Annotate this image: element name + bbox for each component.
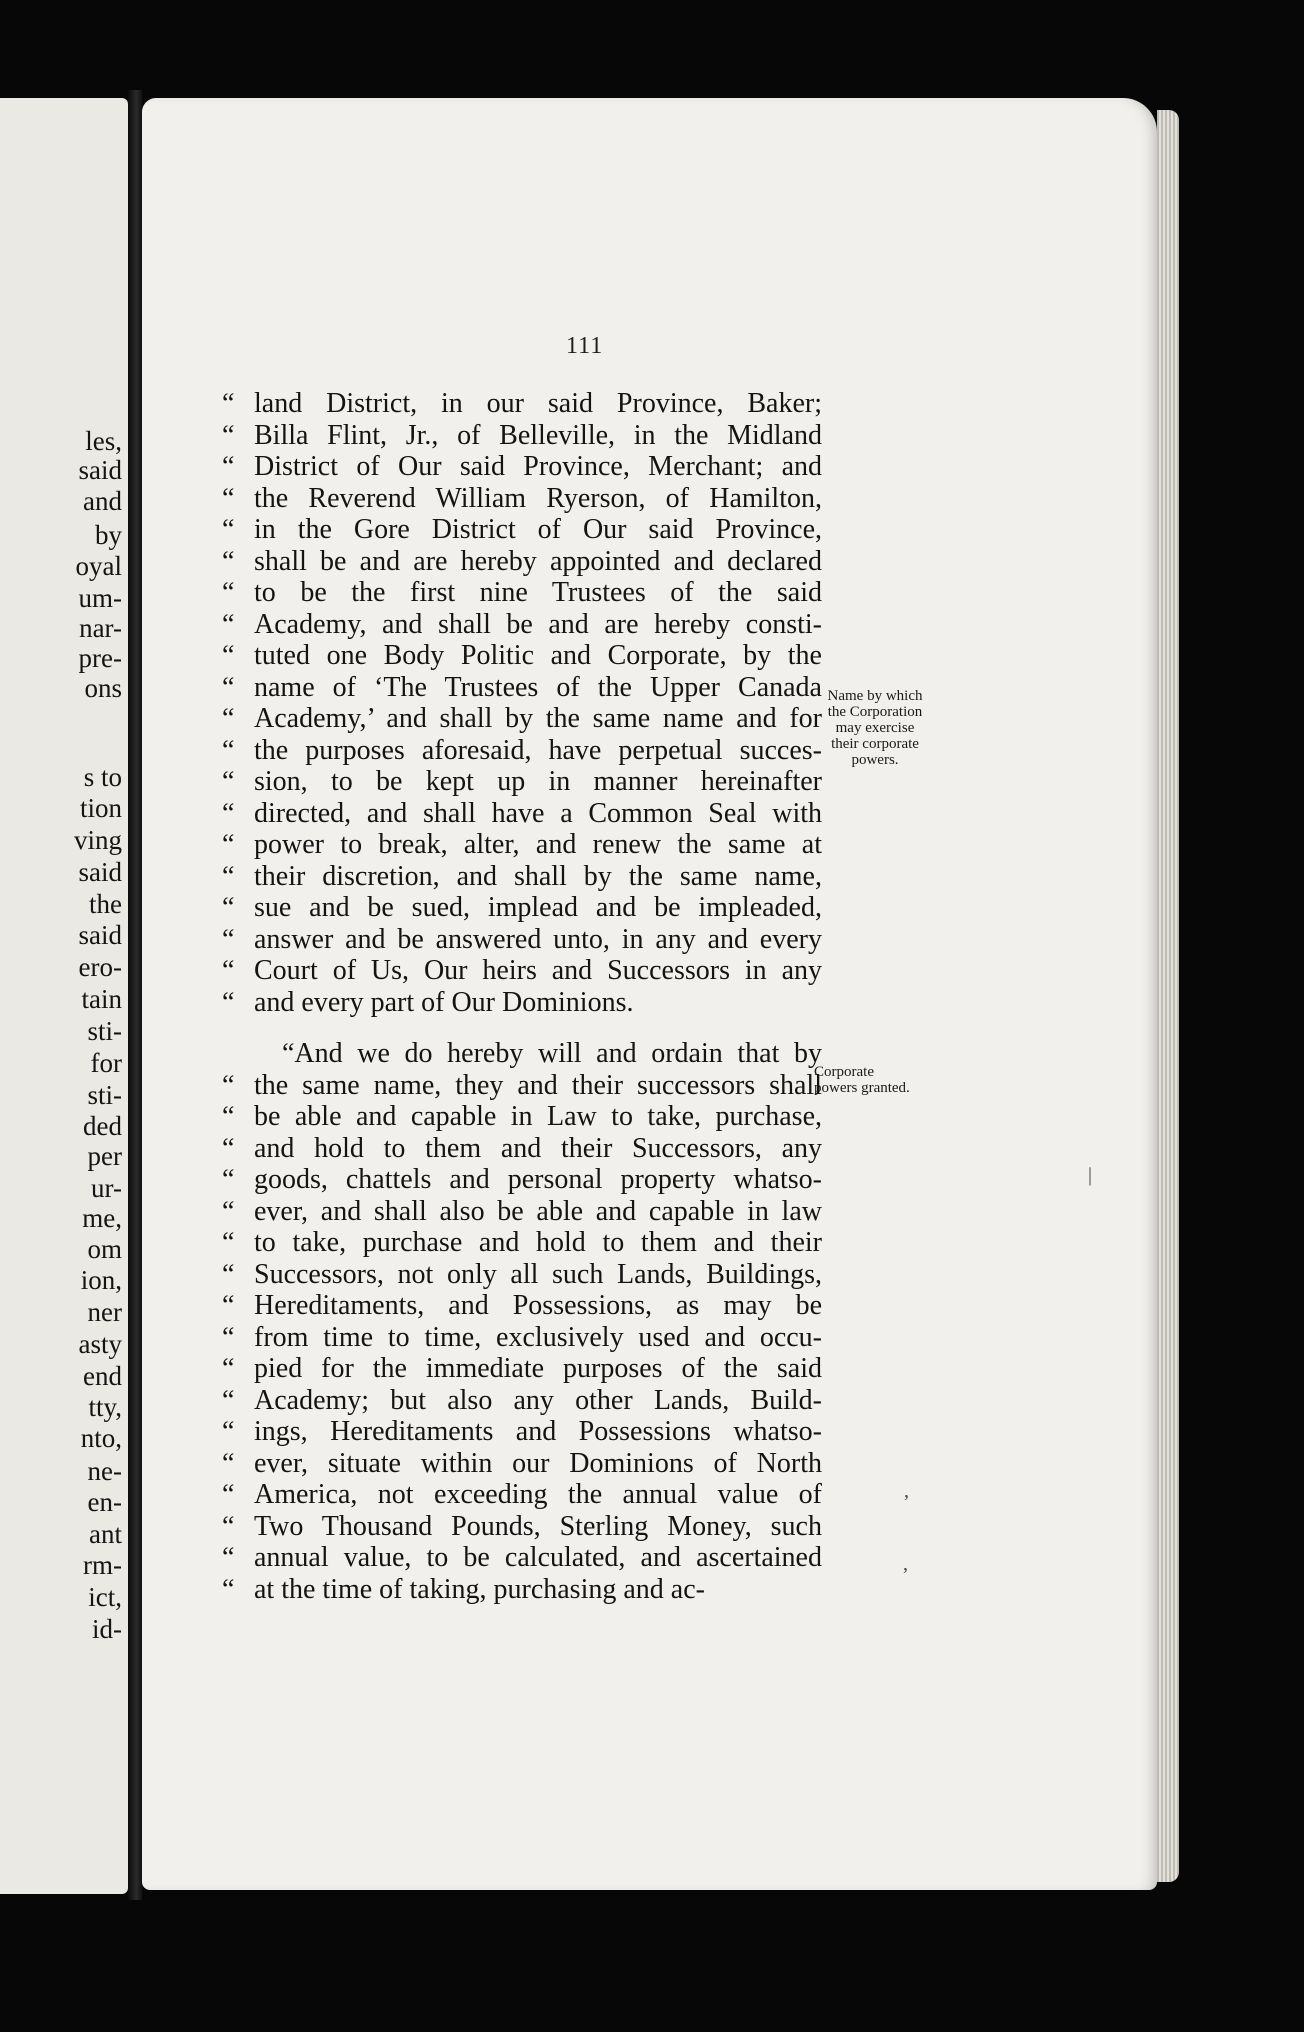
text-line (222, 1070, 822, 1102)
left-page-text: ur- (91, 1173, 122, 1203)
text-line (222, 735, 822, 767)
line-text: from time to time, exclusively used and occu- (254, 1321, 822, 1353)
text-line (222, 829, 822, 861)
left-page-text: en- (87, 1487, 122, 1517)
margin-mark: , (903, 1553, 908, 1575)
left-page-text: ded (83, 1111, 122, 1141)
left-page-text: ero- (78, 952, 122, 982)
quote-mark: “ (222, 1321, 235, 1353)
quote-mark: “ (222, 1384, 235, 1416)
quote-mark: “ (222, 1290, 235, 1321)
text-line (222, 1448, 822, 1480)
line-text: the same name, they and their successors shall (254, 1069, 822, 1101)
quote-mark: “ (222, 1573, 235, 1605)
left-page-text: ne- (87, 1456, 122, 1486)
line-text: to take, purchase and hold to them and their (254, 1227, 822, 1258)
quote-mark: “ (222, 1542, 235, 1573)
text-line (222, 1227, 822, 1259)
quote-mark: “ (222, 671, 235, 703)
text-line (222, 451, 822, 483)
line-text: tuted one Body Politic and Corporate, by the (254, 640, 822, 671)
text-line (222, 1322, 822, 1354)
text-line (222, 955, 822, 987)
quote-mark: “ (222, 514, 235, 545)
text-line (222, 388, 822, 420)
left-page-text: end (83, 1361, 122, 1391)
quote-mark: “ (222, 1227, 235, 1258)
text-line (222, 1196, 822, 1228)
quote-mark: “ (222, 482, 235, 514)
line-text: directed, and shall have a Common Seal with (254, 797, 822, 829)
quote-mark: “ (222, 734, 235, 766)
text-line (222, 1479, 822, 1511)
left-page-text: ict, (88, 1582, 122, 1612)
text-line (222, 892, 822, 924)
text-line (222, 1511, 822, 1543)
line-text: Academy, and shall be and are hereby consti- (254, 608, 822, 640)
left-page-text: oyal (75, 551, 122, 581)
marginal-note-powers: Corporate powers granted. (814, 1064, 910, 1096)
text-line (222, 1164, 822, 1196)
text-line (222, 640, 822, 672)
left-page-text: id- (92, 1614, 122, 1644)
left-page-text: asty (78, 1329, 122, 1359)
quote-mark: “ (222, 1132, 235, 1164)
line-text: ever, situate within our Dominions of North (254, 1447, 822, 1479)
body-text (222, 388, 822, 1605)
left-page-text: ner (87, 1297, 122, 1327)
line-text: “And we do hereby will and ordain that by (282, 1038, 822, 1069)
line-text: and hold to them and their Successors, any (254, 1132, 822, 1164)
page-edge (1157, 110, 1179, 1882)
text-line (222, 609, 822, 641)
quote-mark: “ (222, 1447, 235, 1479)
left-page-text: ving (73, 825, 122, 855)
page-number: 111 (566, 333, 604, 359)
left-page-text: tty, (88, 1392, 122, 1422)
quote-mark: “ (222, 1069, 235, 1101)
left-page-text: said (78, 455, 122, 485)
quote-mark: “ (222, 388, 235, 419)
text-line (222, 703, 822, 735)
left-page-fragment (0, 98, 128, 1894)
quote-mark: “ (222, 640, 235, 671)
left-page-text: the (89, 889, 122, 919)
left-page-text: sti- (87, 1016, 122, 1046)
quote-mark: “ (222, 986, 235, 1018)
quote-mark: “ (222, 860, 235, 892)
line-text: Academy; but also any other Lands, Build- (254, 1384, 822, 1416)
left-page-text: sti- (87, 1080, 122, 1110)
line-text: shall be and are hereby appointed and declared (254, 545, 822, 577)
line-text: District of Our said Province, Merchant; and (254, 451, 822, 482)
line-text: land District, in our said Province, Baker; (254, 388, 822, 419)
text-line (222, 987, 822, 1019)
quote-mark: “ (222, 955, 235, 986)
text-line (222, 546, 822, 578)
quote-mark: “ (222, 577, 235, 608)
left-page-text: um- (78, 583, 122, 613)
text-line (222, 514, 822, 546)
left-page-text: me, (82, 1203, 122, 1233)
left-page-text: for (90, 1048, 122, 1078)
text-line (222, 1353, 822, 1385)
left-page-text: s to (83, 762, 122, 792)
line-text: annual value, to be calculated, and ascertained (254, 1542, 822, 1573)
quote-mark: “ (222, 703, 235, 734)
text-line (222, 1416, 822, 1448)
line-text: and every part of Our Dominions. (254, 986, 634, 1018)
paragraph-2 (222, 1038, 822, 1605)
quote-mark: “ (222, 1101, 235, 1132)
margin-mark: , (904, 1480, 909, 1502)
left-page-text: les, (85, 426, 122, 456)
line-text: sue and be sued, implead and be impleaded, (254, 892, 822, 923)
line-text: their discretion, and shall by the same name, (254, 860, 822, 892)
line-text: Court of Us, Our heirs and Successors in any (254, 955, 822, 986)
line-text: power to break, alter, and renew the same at (254, 829, 822, 860)
left-page-text: nar- (79, 613, 122, 643)
text-line (222, 1101, 822, 1133)
quote-mark: “ (222, 1353, 235, 1384)
left-page-text: ant (89, 1519, 122, 1549)
left-page-text: nto, (80, 1423, 122, 1453)
text-line (222, 1133, 822, 1165)
left-page-text: and (83, 486, 122, 516)
marginal-note-name: Name by which the Corporation may exercise their corporate powers. (827, 688, 923, 768)
left-page-text: tion (79, 793, 122, 823)
text-line (222, 1038, 822, 1070)
text-line (222, 1290, 822, 1322)
margin-mark: | (1088, 1164, 1093, 1186)
line-text: Two Thousand Pounds, Sterling Money, such (254, 1510, 822, 1542)
line-text: in the Gore District of Our said Province, (254, 514, 822, 545)
line-text: ever, and shall also be able and capable in law (254, 1195, 822, 1227)
line-text: at the time of taking, purchasing and ac- (254, 1573, 705, 1605)
quote-mark: “ (222, 545, 235, 577)
quote-mark: “ (222, 797, 235, 829)
left-page-text: rm- (83, 1550, 122, 1580)
quote-mark: “ (222, 892, 235, 923)
quote-mark: “ (222, 1258, 235, 1290)
quote-mark: “ (222, 608, 235, 640)
left-page-text: said (78, 920, 122, 950)
quote-mark: “ (222, 923, 235, 955)
text-line (222, 1542, 822, 1574)
line-text: Academy,’ and shall by the same name and for (254, 703, 822, 734)
text-line (222, 483, 822, 515)
left-page-text: ion, (80, 1265, 122, 1295)
line-text: the Reverend William Ryerson, of Hamilton, (254, 482, 822, 514)
quote-mark: “ (222, 419, 235, 451)
line-text: America, not exceeding the annual value of (254, 1479, 822, 1510)
text-line (222, 1259, 822, 1291)
text-line (222, 672, 822, 704)
quote-mark: “ (222, 829, 235, 860)
left-page-text: by (95, 520, 122, 550)
line-text: the purposes aforesaid, have perpetual succes- (254, 734, 822, 766)
quote-mark: “ (222, 1416, 235, 1447)
quote-mark: “ (222, 1479, 235, 1510)
text-line (222, 420, 822, 452)
text-line (222, 577, 822, 609)
left-page-text: per (87, 1141, 122, 1171)
line-text: goods, chattels and personal property whatso- (254, 1164, 822, 1195)
line-text: Hereditaments, and Possessions, as may be (254, 1290, 822, 1321)
quote-mark: “ (222, 1164, 235, 1195)
text-line (222, 924, 822, 956)
line-text: pied for the immediate purposes of the said (254, 1353, 822, 1384)
line-text: sion, to be kept up in manner hereinafter (254, 766, 822, 797)
line-text: name of ‘The Trustees of the Upper Canada (254, 671, 822, 703)
line-text: ings, Hereditaments and Possessions whatso- (254, 1416, 822, 1447)
quote-mark: “ (222, 451, 235, 482)
left-page-text: said (78, 857, 122, 887)
left-page-text: tain (81, 984, 122, 1014)
line-text: to be the first nine Trustees of the said (254, 577, 822, 608)
left-page-text: om (87, 1234, 122, 1264)
line-text: Successors, not only all such Lands, Buildings, (254, 1258, 822, 1290)
text-line (222, 766, 822, 798)
line-text: answer and be answered unto, in any and every (254, 923, 822, 955)
paragraph-1 (222, 388, 822, 1018)
text-line (222, 1385, 822, 1417)
line-text: be able and capable in Law to take, purchase, (254, 1101, 822, 1132)
quote-mark: “ (222, 766, 235, 797)
left-page-text: pre- (78, 643, 122, 673)
text-line (222, 861, 822, 893)
book-gutter (128, 90, 142, 1900)
quote-mark: “ (222, 1195, 235, 1227)
line-text: Billa Flint, Jr., of Belleville, in the Midland (254, 419, 822, 451)
quote-mark: “ (222, 1510, 235, 1542)
text-line (222, 798, 822, 830)
text-line (222, 1574, 822, 1606)
left-page-text: ons (84, 673, 122, 703)
